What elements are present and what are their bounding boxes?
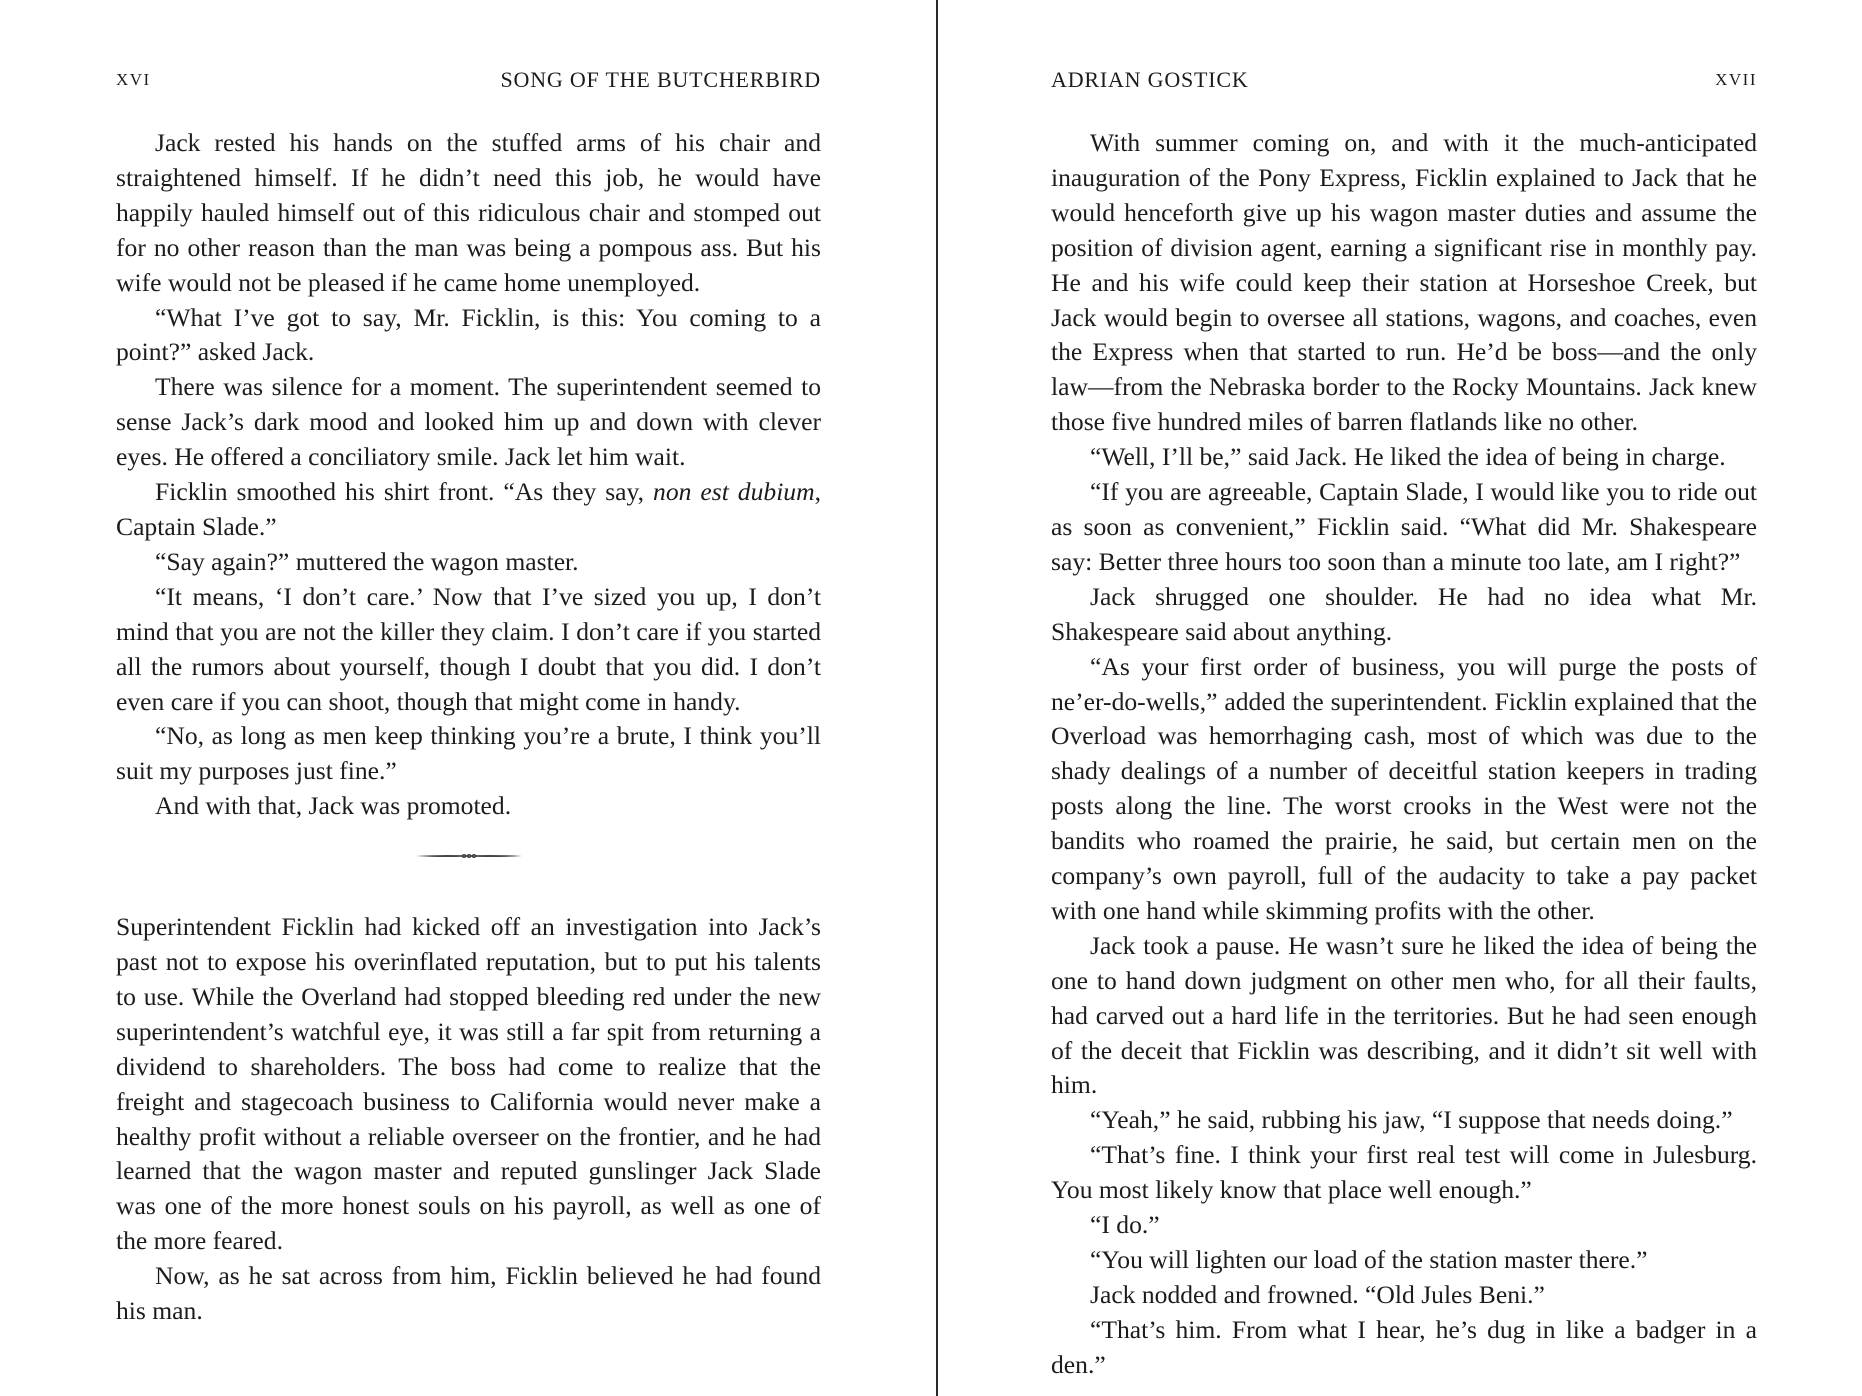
paragraph: “As your first order of business, you will purge the posts of ne’er-do-wells,” added the superintendent. Ficklin explained that the Overload was hemorrhaging cash, most of which was due to the shady dealings of a number of deceitful station keepers in trading posts along the line. The worst crooks in the West were not the bandits who roamed the prairie, he said, but certain men on the company’s own payroll, full of the audacity to take a pay packet with one hand while skimming profits with the other. — [1051, 651, 1757, 925]
paragraph: “Well, I’ll be,” said Jack. He liked the idea of being in charge. — [1090, 442, 1726, 472]
page-number: XVII — [1715, 70, 1757, 89]
paragraph: Jack nodded and frowned. “Old Jules Beni.” — [1090, 1279, 1545, 1309]
paragraph: “That’s him. From what I hear, he’s dug in like a badger in a den.” — [1051, 1314, 1757, 1379]
page-number: XVI — [116, 70, 151, 89]
running-head-author: ADRIAN GOSTICK — [1051, 67, 1249, 92]
paragraph: Jack took a pause. He wasn’t sure he liked the idea of being the one to hand down judgment on other men who, for all their faults, had carved out a hard life in the territories. But he had seen enough of the deceit that Ficklin was describing, and it didn’t sit well with him. — [1051, 930, 1757, 1100]
paragraph-text: , Captain Slade.” — [116, 477, 821, 541]
paragraph: And with that, Jack was promoted. — [155, 791, 512, 821]
latin-phrase: non est dubium — [653, 477, 815, 507]
paragraph — [116, 475, 821, 545]
paragraph: “That’s fine. I think your first real test will come in Julesburg. You most likely know that place well enough.” — [1051, 1140, 1757, 1205]
section-break-ornament — [116, 826, 821, 886]
paragraph: With summer coming on, and with it the much-anticipated inauguration of the Pony Express, Ficklin explained to Jack that he would henceforth give up his wagon master duties and assume the position of division agent, earning a significant rise in monthly pay. He and his wife could keep their station at Horseshoe Creek, but Jack would begin to oversee all stations, wagons, and coaches, even the Express when that started to run. He’d be boss—and the only law—from the Nebraska border to the Rocky Mountains. Jack knew those five hundred miles of barren flatlands like no other. — [1051, 128, 1757, 437]
paragraph: “If you are agreeable, Captain Slade, I would like you to ride out as soon as convenient,” Ficklin said. “What did Mr. Shakespeare say: Better three hours too soon than a minute too late, am I right?” — [1051, 477, 1757, 576]
paragraph: “No, as long as men keep thinking you’re a brute, I think you’ll suit my purposes just fine.” — [116, 721, 821, 786]
paragraph: Jack shrugged one shoulder. He had no idea what Mr. Shakespeare said about anything. — [1051, 581, 1757, 646]
paragraph: “What I’ve got to say, Mr. Ficklin, is this: You coming to a point?” asked Jack. — [116, 302, 821, 367]
paragraph: “You will lighten our load of the station master there.” — [1090, 1245, 1648, 1274]
paragraph: “Say again?” muttered the wagon master. — [155, 546, 579, 576]
paragraph: Now, as he sat across from him, Ficklin believed he had found his man. — [116, 1261, 821, 1326]
right-page — [938, 0, 1862, 1396]
paragraph: “Yeah,” he said, rubbing his jaw, “I suppose that needs doing.” — [1090, 1105, 1733, 1135]
running-head-title: SONG OF THE BUTCHERBIRD — [500, 67, 821, 92]
body-text — [1051, 126, 1757, 1383]
paragraph: There was silence for a moment. The superintendent seemed to sense Jack’s dark mood and looked him up and down with clever eyes. He offered a conciliatory smile. Jack let him wait. — [116, 372, 821, 472]
body-text — [116, 126, 821, 1329]
paragraph: “I do.” — [1090, 1210, 1160, 1240]
paragraph: “It means, ‘I don’t care.’ Now that I’ve sized you up, I don’t mind that you are not the killer they claim. I don’t care if you started all the rumors about yourself, though I doubt that you did. I don’t even care if you can shoot, though that might come in handy. — [116, 581, 821, 716]
paragraph: Jack rested his hands on the stuffed arms of his chair and straightened himself. If he didn’t need this job, he would have happily hauled himself out of this ridiculous chair and stomped out for no other reason than the man was being a pompous ass. But his wife would not be pleased if he came home unemployed. — [116, 128, 821, 297]
paragraph-text: Ficklin smoothed his shirt front. “As they say, — [155, 477, 654, 507]
paragraph: Superintendent Ficklin had kicked off an investigation into Jack’s past not to expose his overinflated reputation, but to put his talents to use. While the Overland had stopped bleeding red under the new superintendent’s watchful eye, it was still a far spit from returning a dividend to shareholders. The boss had come to realize that the freight and stagecoach business to California would never make a healthy profit without a reliable overseer on the frontier, and he had learned that the wagon master and reputed gunslinger Jack Slade was one of the more honest souls on his payroll, as well as one of the more feared. — [116, 912, 821, 1256]
flourish-icon — [414, 850, 524, 862]
